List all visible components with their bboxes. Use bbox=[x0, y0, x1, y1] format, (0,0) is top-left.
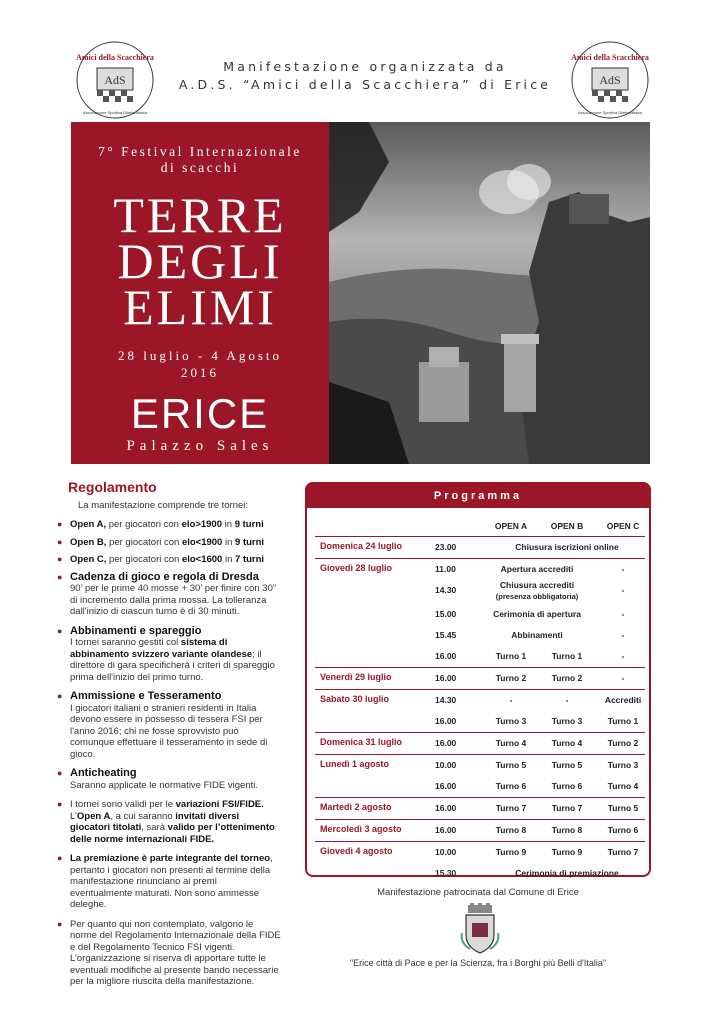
organizer-line-1: Manifestazione organizzata da bbox=[223, 59, 507, 74]
table-row bbox=[315, 755, 645, 776]
final-notes-body: Per quanto qui non contemplato, valgono le norme del Regolamento Internazionale della FIDE e del Regolamento Tecnico FSI vigenti. L’organizzazione si riserva di apportare tutte le eventuali modifiche al presente bando necessarie per la migliore riuscita della manifestazione. bbox=[70, 918, 281, 987]
patrocinio-text: Manifestazione patrocinata dal Comune di Erice bbox=[377, 887, 579, 898]
header-open-b: OPEN B bbox=[550, 521, 584, 531]
row-open-b: Turno 4 bbox=[551, 738, 583, 748]
bullet-icon: ● bbox=[57, 625, 63, 636]
premiazione-section bbox=[53, 853, 281, 911]
row-open-c: - bbox=[621, 609, 625, 619]
logo-mid-text: AdS bbox=[599, 73, 621, 87]
open-a-item bbox=[53, 519, 281, 531]
logo-bottom-text: Associazione Sportiva Dilettantistica bbox=[82, 110, 148, 115]
programma-box bbox=[305, 482, 651, 877]
bullet-icon: ● bbox=[57, 519, 63, 529]
anticheating-title: Anticheating bbox=[70, 767, 137, 779]
row-time: 15.30 bbox=[435, 868, 457, 878]
open-b-in: in bbox=[222, 536, 236, 548]
row-day: Martedì 2 agosto bbox=[320, 802, 392, 812]
row-time: 14.30 bbox=[435, 695, 457, 705]
premiazione-bold: La premiazione è parte integrante del torneo bbox=[70, 853, 271, 864]
row-open-c: - bbox=[621, 673, 625, 683]
row-open-b: Turno 3 bbox=[551, 716, 583, 726]
ads-logo-right bbox=[570, 40, 650, 120]
table-row bbox=[315, 690, 645, 711]
title-line-2: DEGLI bbox=[117, 233, 283, 289]
ammissione-body: I giocatori italiani o stranieri residenti in Italia devono essere in possesso di tessera FSI per l'anno 2016; chi ne fosse sprovvisto può comunque effettuare il tesseramento in sede di gioco. bbox=[70, 702, 268, 760]
erice-motto: "Erice città di Pace e per la Scienza, fra i Borghi più Belli d'Italia" bbox=[349, 958, 607, 968]
row-time: 16.00 bbox=[435, 781, 457, 791]
fide-text-2: L’ bbox=[70, 810, 77, 822]
row-day: Sabato 30 luglio bbox=[320, 694, 390, 704]
bullet-icon: ● bbox=[57, 691, 63, 701]
programma-title: Programma bbox=[305, 482, 651, 508]
regolamento-title: Regolamento bbox=[68, 479, 157, 495]
row-time: 10.00 bbox=[435, 760, 457, 770]
open-b-elo: elo<1900 bbox=[181, 536, 223, 548]
row-event: Abbinamenti bbox=[511, 630, 563, 640]
table-row bbox=[315, 820, 645, 841]
row-open-c: Turno 3 bbox=[607, 760, 639, 770]
festival-line-1: 7° Festival Internazionale bbox=[98, 144, 302, 159]
table-row bbox=[315, 863, 645, 884]
title-line-1: TERRE bbox=[113, 187, 287, 243]
open-c-elo: elo<1600 bbox=[181, 554, 223, 565]
row-open-a: Turno 2 bbox=[495, 673, 527, 683]
row-open-a: Turno 6 bbox=[495, 781, 527, 791]
cadenza-title: Cadenza di gioco e regola di Dresda bbox=[70, 570, 259, 583]
table-row bbox=[315, 711, 645, 732]
open-c-text: per giocatori con bbox=[106, 554, 182, 565]
abbinamenti-body bbox=[70, 637, 281, 683]
row-time: 16.00 bbox=[435, 825, 457, 835]
open-b-turni: 9 turni bbox=[235, 536, 265, 548]
row-open-c: Accrediti bbox=[604, 695, 642, 705]
abbinamenti-bold: sistema di abbinamento svizzero variante olandese bbox=[70, 637, 253, 660]
row-open-c: - bbox=[621, 651, 625, 661]
row-time: 16.00 bbox=[435, 651, 457, 661]
table-row bbox=[315, 580, 645, 604]
row-time: 16.00 bbox=[435, 673, 457, 683]
row-open-a: Turno 5 bbox=[495, 760, 527, 770]
row-event: Cerimonia di apertura bbox=[493, 609, 581, 619]
row-time: 16.00 bbox=[435, 803, 457, 813]
row-time: 16.00 bbox=[435, 738, 457, 748]
festival-subtitle bbox=[71, 144, 329, 176]
row-time: 15.00 bbox=[435, 609, 457, 619]
abbinamenti-text-2: ; il direttore di gara specificherà i criteri di spareggio prima dell'inizio del primo turno. bbox=[70, 648, 275, 683]
open-c-turni: 7 turni bbox=[235, 554, 265, 565]
row-event: Chiusura accrediti bbox=[499, 580, 575, 590]
table-row bbox=[315, 842, 645, 863]
logo-top-text: Amici della Scacchiera bbox=[76, 53, 154, 62]
fide-bold-4: valido per l’ottenimento delle norme internazionali FIDE. bbox=[70, 822, 275, 845]
row-open-a: Turno 4 bbox=[495, 738, 527, 748]
row-day: Giovedì 4 agosto bbox=[320, 846, 393, 856]
fide-section bbox=[53, 799, 281, 845]
ads-logo-left bbox=[75, 40, 155, 120]
regolamento-section bbox=[53, 479, 281, 996]
row-open-b: - bbox=[565, 695, 569, 705]
row-day: Venerdì 29 luglio bbox=[320, 672, 392, 682]
row-open-b: Turno 7 bbox=[551, 803, 583, 813]
anticheating-section bbox=[53, 768, 281, 791]
row-open-a: Turno 9 bbox=[495, 847, 527, 857]
regolamento-intro: La manifestazione comprende tre tornei: bbox=[78, 499, 249, 511]
table-row bbox=[315, 537, 645, 558]
row-open-b: Turno 6 bbox=[551, 781, 583, 791]
open-c-item bbox=[53, 554, 281, 566]
ammissione-title: Ammissione e Tesseramento bbox=[70, 690, 222, 702]
bullet-icon: ● bbox=[57, 799, 63, 809]
table-row bbox=[315, 668, 645, 689]
fide-bold-2: Open A bbox=[76, 810, 111, 822]
main-title bbox=[71, 187, 329, 335]
open-a-elo: elo>1900 bbox=[181, 519, 223, 530]
city-name: ERICE bbox=[130, 390, 270, 437]
organizer-line-2: A.D.S. “Amici della Scacchiera” di Erice bbox=[178, 77, 552, 92]
open-b-name: Open B, bbox=[70, 536, 107, 548]
row-open-c: Turno 7 bbox=[607, 847, 639, 857]
table-row bbox=[315, 776, 645, 797]
erice-landscape-photo bbox=[329, 122, 650, 464]
table-row bbox=[315, 625, 645, 646]
row-open-c: Turno 5 bbox=[607, 803, 639, 813]
row-open-a: - bbox=[509, 695, 513, 705]
ammissione-section bbox=[53, 691, 281, 760]
fide-text-3: , a cui saranno bbox=[110, 810, 176, 822]
row-open-c: Turno 4 bbox=[607, 781, 639, 791]
cadenza-body: 90’ per le prime 40 mosse + 30’ per finire con 30” di incremento dalla prima mossa. La tolleranza dall'inizio di ciascun turno è di 30 minuti. bbox=[70, 583, 277, 617]
row-open-c: Turno 6 bbox=[607, 825, 639, 835]
row-event: Chiusura iscrizioni online bbox=[515, 542, 619, 552]
bullet-icon: ● bbox=[57, 853, 63, 863]
bullet-icon: ● bbox=[57, 554, 63, 564]
row-event: Cerimonia di premiazione bbox=[515, 868, 619, 878]
title-panel bbox=[71, 122, 329, 464]
table-header-row bbox=[315, 516, 645, 536]
open-b-text: per giocatori con bbox=[106, 536, 182, 548]
table-row bbox=[315, 646, 645, 667]
row-open-b: Turno 1 bbox=[551, 651, 583, 661]
anticheating-body: Saranno applicate le normative FIDE vigenti. bbox=[70, 779, 258, 791]
row-event: Apertura accrediti bbox=[500, 564, 574, 574]
abbinamenti-title: Abbinamenti e spareggio bbox=[70, 624, 202, 637]
row-open-c: - bbox=[621, 585, 625, 595]
bullet-icon: ● bbox=[57, 536, 63, 547]
open-a-in: in bbox=[222, 519, 235, 530]
row-time: 15.45 bbox=[435, 630, 457, 640]
venue-name: Palazzo Sales bbox=[126, 438, 274, 454]
table-row bbox=[315, 798, 645, 819]
title-line-3: ELIMI bbox=[123, 279, 277, 335]
row-event-note: (presenza obbligatoria) bbox=[495, 592, 579, 601]
logo-bottom-text: Associazione Sportiva Dilettantistica bbox=[577, 110, 643, 115]
row-open-a: Turno 7 bbox=[495, 803, 527, 813]
row-open-a: Turno 8 bbox=[495, 825, 527, 835]
row-open-c: Turno 2 bbox=[607, 738, 639, 748]
programma-table bbox=[315, 516, 645, 884]
logo-top-text: Amici della Scacchiera bbox=[571, 53, 649, 62]
header-open-c: OPEN C bbox=[606, 521, 640, 531]
row-open-c: Turno 1 bbox=[607, 716, 639, 726]
table-row bbox=[315, 559, 645, 580]
row-day: Mercoledì 3 agosto bbox=[320, 824, 402, 834]
row-time: 23.00 bbox=[435, 542, 457, 552]
abbinamenti-text-1: I tornei saranno gestiti col bbox=[70, 637, 181, 648]
bullet-icon: ● bbox=[57, 571, 63, 582]
row-time: 16.00 bbox=[435, 716, 457, 726]
row-open-a: Turno 3 bbox=[495, 716, 527, 726]
table-row bbox=[315, 733, 645, 754]
final-notes-section bbox=[53, 919, 281, 988]
open-a-turni: 9 turni bbox=[234, 519, 264, 530]
table-row bbox=[315, 604, 645, 625]
row-day: Giovedì 28 luglio bbox=[320, 563, 393, 573]
row-open-c: - bbox=[621, 564, 625, 574]
fide-bold-1: variazioni FSI/FIDE. bbox=[175, 799, 264, 810]
open-c-name: Open C, bbox=[70, 554, 107, 565]
event-dates bbox=[71, 347, 329, 381]
festival-line-2: di scacchi bbox=[160, 160, 240, 175]
abbinamenti-section bbox=[53, 626, 281, 684]
fide-text-4: , sarà bbox=[141, 822, 168, 833]
bullet-icon: ● bbox=[57, 768, 63, 778]
hero-banner bbox=[71, 122, 650, 464]
fide-bold-3: invitati diversi giocatori titolati bbox=[70, 810, 240, 833]
row-day: Domenica 24 luglio bbox=[320, 541, 403, 551]
row-time: 14.30 bbox=[435, 585, 457, 595]
open-a-name: Open A, bbox=[70, 519, 107, 530]
row-day: Lunedì 1 agosto bbox=[320, 759, 390, 769]
row-open-b: Turno 2 bbox=[551, 673, 583, 683]
row-open-a: Turno 1 bbox=[495, 651, 527, 661]
row-open-b: Turno 8 bbox=[551, 825, 583, 835]
dates-line-1: 28 luglio - 4 Agosto bbox=[117, 348, 282, 363]
premiazione-body: , pertanto i giocatori non presenti al termine della manifestazione rinunciano ai premi eventualmente maturati. Non sono ammesse deleghe. bbox=[70, 853, 273, 910]
cadenza-section bbox=[53, 572, 281, 618]
row-time: 10.00 bbox=[435, 847, 457, 857]
organizer-text bbox=[160, 58, 570, 94]
header-open-a: OPEN A bbox=[494, 521, 528, 531]
row-open-c: - bbox=[621, 630, 625, 640]
logo-mid-text: AdS bbox=[104, 73, 126, 87]
fide-text-1: I tornei sono validi per le bbox=[70, 799, 176, 810]
row-open-b: Turno 5 bbox=[551, 760, 583, 770]
row-open-b: Turno 9 bbox=[551, 847, 583, 857]
bullet-icon: ● bbox=[57, 918, 63, 929]
row-time: 11.00 bbox=[435, 564, 456, 574]
erice-crest-icon bbox=[460, 903, 500, 955]
open-c-in: in bbox=[222, 554, 236, 565]
open-b-item bbox=[53, 537, 281, 549]
row-day: Domenica 31 luglio bbox=[320, 737, 403, 747]
dates-line-2: 2016 bbox=[181, 365, 219, 380]
open-a-text: per giocatori con bbox=[106, 519, 182, 530]
